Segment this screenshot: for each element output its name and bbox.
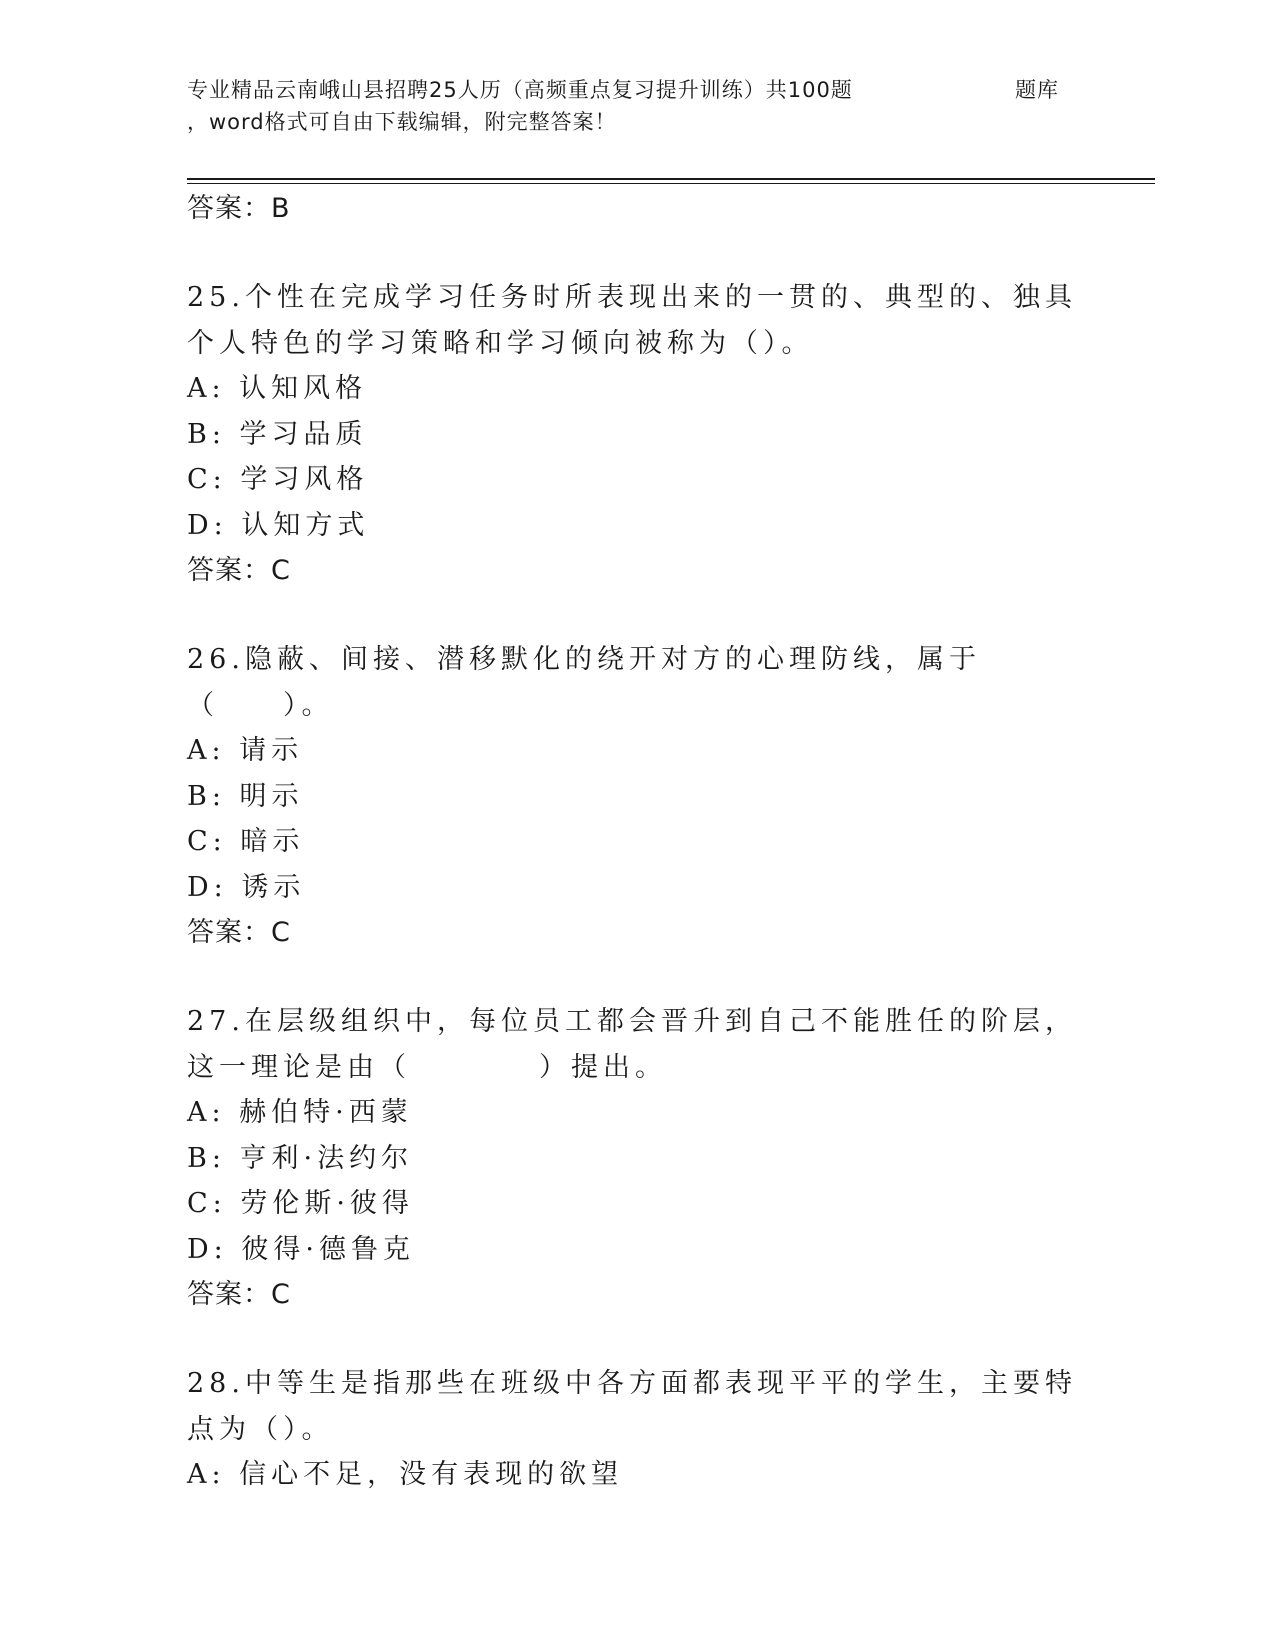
option-a: A: 认知风格 — [187, 373, 368, 404]
answer: 答案：C — [187, 555, 291, 586]
answer: 答案：C — [187, 917, 291, 948]
option-a: A: 赫伯特·西蒙 — [187, 1097, 413, 1128]
question-text: 28.中等生是指那些在班级中各方面都表现平平的学生，主要特点为（）。 — [187, 1368, 1077, 1445]
header-rule-thin — [187, 183, 1155, 184]
answer: 答案：C — [187, 1279, 291, 1310]
option-b: B: 亨利·法约尔 — [187, 1142, 414, 1174]
answer-24: 答案：B — [187, 193, 291, 224]
option-a: A: 信心不足，没有表现的欲望 — [187, 1459, 624, 1490]
question-27 — [187, 999, 1087, 1318]
question-text: 27.在层级组织中，每位员工都会晋升到自己不能胜任的阶层，这一理论是由（ ）提出。 — [187, 1006, 1077, 1083]
option-c: C: 暗示 — [187, 826, 305, 857]
question-26 — [187, 637, 1087, 956]
option-d: D: 认知方式 — [187, 509, 370, 541]
option-a: A: 请示 — [187, 735, 304, 766]
option-b: B: 学习品质 — [187, 418, 368, 450]
question-25 — [187, 275, 1087, 594]
option-d: D: 诱示 — [187, 871, 306, 903]
page-header — [187, 74, 1087, 138]
header-line-2: ，word格式可自由下载编辑，附完整答案！ — [187, 110, 617, 134]
option-c: C: 学习风格 — [187, 464, 369, 495]
header-rule-thick — [187, 178, 1155, 180]
question-text: 26.隐蔽、间接、潜移默化的绕开对方的心理防线，属于（ ）。 — [187, 644, 981, 721]
question-text: 25.个性在完成学习任务时所表现出来的一贯的、典型的、独具个人特色的学习策略和学习倾向被称为（）。 — [187, 282, 1077, 359]
option-c: C: 劳伦斯·彼得 — [187, 1188, 414, 1219]
header-tag: 题库 — [1015, 78, 1059, 102]
header-line-1 — [187, 74, 1087, 106]
question-28 — [187, 1361, 1087, 1498]
option-d: D: 彼得·德鲁克 — [187, 1233, 415, 1265]
option-b: B: 明示 — [187, 780, 304, 812]
question-list — [187, 186, 1087, 1498]
header-title: 专业精品云南峨山县招聘25人历（高频重点复习提升训练）共100题 — [187, 78, 853, 102]
